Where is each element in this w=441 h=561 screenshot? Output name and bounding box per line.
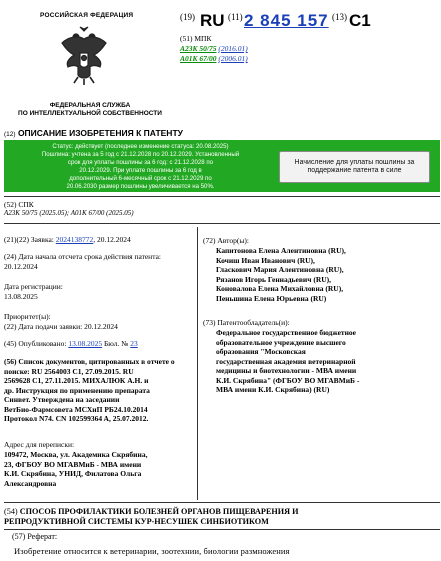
mpk-label: (51) МПК bbox=[180, 34, 212, 43]
kind-code: C1 bbox=[349, 11, 371, 30]
priority-line: (22) Дата подачи заявки: 20.12.2024 bbox=[4, 322, 118, 331]
country-code: RU bbox=[200, 11, 225, 30]
country-name: РОССИЙСКАЯ ФЕДЕРАЦИЯ bbox=[40, 12, 134, 19]
holder-label: (73) Патентообладатель(и): bbox=[203, 318, 290, 327]
column-divider bbox=[197, 227, 198, 500]
term-start-label: (24) Дата начала отсчета срока действия патента: bbox=[4, 252, 161, 261]
publication-date-link[interactable]: 13.08.2025 bbox=[68, 339, 103, 348]
application-field: (21)(22) Заявка: 2024138772, 20.12.2024 bbox=[4, 235, 131, 244]
divider bbox=[4, 529, 440, 530]
mpk-entry bbox=[180, 44, 248, 53]
fee-calculation-button[interactable]: Начисление для уплаты пошлины за поддержание патента в силе bbox=[279, 151, 430, 183]
divider bbox=[4, 502, 440, 503]
address-label: Адрес для переписки: bbox=[4, 440, 75, 449]
address-value: 109472, Москва, ул. Академика Скрябина, 23, ФГБОУ ВО МГАВМиБ - МВА имени К.И. Скрябина, УНИД, Филатова Ольга Александровна bbox=[4, 450, 148, 488]
term-start-value: 20.12.2024 bbox=[4, 262, 38, 271]
inid-13: (13) bbox=[332, 12, 347, 22]
mpk-version-link[interactable]: (2016.01) bbox=[218, 44, 248, 53]
abstract-label: (57) Реферат: bbox=[12, 532, 58, 541]
patent-holder: Федеральное государственное бюджетное образовательное учреждение высшего образования "Московская государственная академия ветеринарной медицины и биотехнологии - МВА имени К.И. Скрябина" (ФГБОУ ВО МГАВМиБ - МВА имени К.И. Скрябина) (RU) bbox=[216, 328, 360, 394]
mpk-entry bbox=[180, 54, 248, 63]
inid-19: (19) bbox=[180, 12, 195, 22]
status-text: Статус: действует (последнее изменение статуса: 20.08.2025) Пошлина: учтена за 5 год с 21.12.2028 по 20.12.2029. Установленный срок для уплаты пошлины за 6 год: с 21.12.2028 по 20.12.2029. При уплате пошлины за 6 год в дополнительный 6-месячный срок с 21.12.2029 по 20.06.2030 размер пошлины увеличивается на 50%. bbox=[41, 143, 240, 190]
description-title: (12) ОПИСАНИЕ ИЗОБРЕТЕНИЯ К ПАТЕНТУ bbox=[4, 128, 183, 138]
spk-value: A23K 50/75 (2025.05); A01K 67/00 (2025.05) bbox=[4, 209, 134, 217]
cited-documents: (56) Список документов, цитированных в отчете о поиске: RU 2564003 C1, 27.09.2015. RU 2569628 C1, 27.11.2015. МИХАЛЮК А.Н. и др. Инструкция по применению препарата Синвет. Утверждена на заседании ВетБио-Фармсовета МСХиП РБ24.10.2014 Протокол N74. CN 102599364 A, 25.07.2012. bbox=[4, 357, 175, 423]
authors-label: (72) Автор(ы): bbox=[203, 236, 249, 245]
service-name: ФЕДЕРАЛЬНАЯ СЛУЖБА ПО ИНТЕЛЛЕКТУАЛЬНОЙ СОБСТВЕННОСТИ bbox=[18, 102, 162, 117]
spk-label: (52) СПК bbox=[4, 200, 34, 209]
mpk-code-link[interactable]: A01K 67/00 bbox=[180, 54, 217, 63]
invention-title: (54) СПОСОБ ПРОФИЛАКТИКИ БОЛЕЗНЕЙ ОРГАНОВ ПИЩЕВАРЕНИЯ И РЕПРОДУКТИВНОЙ СИСТЕМЫ КУР-НЕСУШЕК СИНБИОТИКОМ bbox=[4, 507, 299, 526]
patent-number-link[interactable]: 2 845 157 bbox=[244, 11, 329, 30]
mpk-code-link[interactable]: A23K 50/75 bbox=[180, 44, 217, 53]
divider bbox=[4, 223, 440, 224]
registration-value: 13.08.2025 bbox=[4, 292, 38, 301]
abstract-text: Изобретение относится к ветеринарии, зоотехнии, биологии размножения bbox=[14, 546, 290, 556]
registration-label: Дата регистрации: bbox=[4, 282, 63, 291]
inid-11: (11) bbox=[228, 12, 243, 22]
priority-label: Приоритет(ы): bbox=[4, 312, 51, 321]
authors-list: Капитонова Елена Алентиновна (RU), Кочиш Иван Иванович (RU), Гласкович Мария Алентиновна (RU), Рязанов Игорь Геннадьевич (RU), Коновалова Елена Михайловна (RU), Пеньшина Елена Юрьевна (RU) bbox=[216, 246, 346, 303]
mpk-version-link[interactable]: (2006.01) bbox=[218, 54, 248, 63]
application-number-link[interactable]: 2024138772 bbox=[55, 235, 94, 244]
divider bbox=[4, 196, 440, 197]
bulletin-number-link[interactable]: 23 bbox=[130, 339, 138, 348]
publication-field: (45) Опубликовано: 13.08.2025 Бюл. № 23 bbox=[4, 339, 138, 348]
russian-coat-of-arms-icon bbox=[56, 25, 112, 87]
